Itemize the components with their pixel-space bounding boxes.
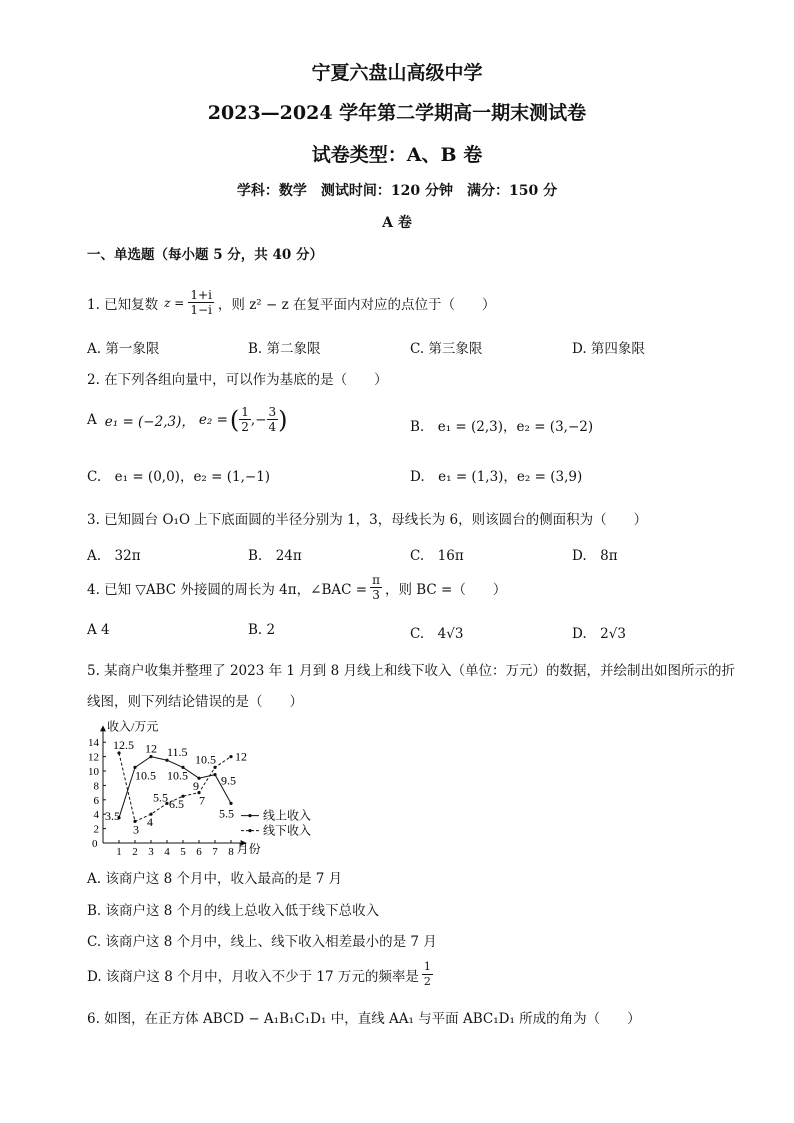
q5-d-fn: 1 (423, 960, 431, 973)
q4-option-a: A 4 (87, 622, 110, 638)
q1-option-d: D. 第四象限 (572, 341, 645, 357)
question-4 (87, 573, 506, 602)
question-6: 6. 如图，在正方体 ABCD − A₁B₁C₁D₁ 中，直线 AA₁ 与平面 ABC₁D₁ 所成的角为（ ） (87, 1011, 641, 1027)
data-label: 12.5 (113, 738, 134, 752)
q3-option-b: B. 24π (248, 548, 302, 564)
q2-a-e2: e₂ = (198, 411, 228, 428)
y-tick-label: 8 (93, 780, 99, 793)
data-label: 6.5 (169, 797, 184, 812)
data-label: 10.5 (167, 768, 188, 783)
legend-marker (248, 814, 251, 817)
q2-a-lparen: ( (229, 405, 240, 434)
y-tick-label: 2 (93, 823, 99, 836)
data-label: 12 (235, 749, 247, 764)
x-tick-label: 2 (132, 846, 138, 858)
q1-den: 1−i (190, 303, 212, 317)
y-axis-label: 收入/万元 (107, 719, 159, 734)
q1-option-c: C. 第三象限 (410, 341, 483, 357)
data-label: 3.5 (105, 808, 120, 823)
x-tick-label: 8 (228, 846, 234, 858)
question-5-line1: 5. 某商户收集并整理了 2023 年 1 月到 8 月线上和线下收入（单位：万元）的数据，并绘制出如图所示的折 (87, 663, 735, 679)
data-label: 11.5 (167, 745, 188, 760)
q1-prefix: 1. 已知复数 (87, 296, 159, 313)
q2-option-b: B. e₁ = (2,3)，e₂ = (3,−2) (410, 419, 594, 435)
income-line-chart (84, 713, 344, 861)
volume-label: A 卷 (382, 215, 412, 231)
legend-label: 线上收入 (263, 808, 312, 823)
q2-option-a (87, 405, 288, 434)
q5-option-a: A. 该商户这 8 个月中，收入最高的是 7 月 (87, 871, 343, 887)
question-5-line2: 线图，则下列结论错误的是（ ） (87, 694, 303, 710)
x-tick-label: 7 (212, 846, 218, 858)
q3-option-a: A. 32π (87, 548, 141, 564)
q4-fn: π (372, 573, 380, 587)
q2-option-d: D. e₁ = (1,3)，e₂ = (3,9) (410, 469, 583, 485)
x-axis-label: 月份 (236, 842, 261, 856)
data-point (229, 755, 232, 758)
q2-a-f1d: 2 (241, 420, 249, 434)
q2-a-comma: ,− (250, 411, 267, 428)
q4-option-c: C. 4√3 (410, 626, 464, 642)
question-1 (87, 288, 496, 317)
question-3: 3. 已知圆台 O₁O 上下底面圆的半径分别为 1，3，母线长为 6，则该圆台的侧面积为（ ） (87, 512, 648, 528)
origin-label: 0 (92, 838, 98, 850)
data-label: 5.5 (219, 806, 234, 821)
x-tick-label: 3 (148, 846, 154, 858)
q2-a-frac1 (239, 405, 251, 434)
q5-option-b: B. 该商户这 8 个月的线上总收入低于线下总收入 (87, 903, 380, 919)
q3-option-d: D. 8π (572, 548, 618, 564)
data-label: 5.5 (153, 790, 168, 805)
x-tick-label: 1 (116, 846, 122, 858)
data-label: 4 (147, 815, 153, 830)
paper-type: 试卷类型：A、B 卷 (311, 144, 483, 166)
q5-d-fraction (422, 960, 433, 989)
q2-a-frac2 (267, 405, 279, 434)
q1-num: 1+i (190, 288, 212, 302)
q1-option-b: B. 第二象限 (248, 341, 321, 357)
q1-fraction (188, 288, 214, 317)
data-label: 3 (133, 822, 139, 837)
x-tick-label: 5 (180, 846, 186, 858)
q5-d-fd: 2 (423, 975, 431, 988)
data-label: 7 (199, 793, 205, 808)
data-label: 10.5 (135, 768, 156, 783)
q2-a-f2d: 4 (268, 420, 277, 434)
q2-a-e1: e₁ = (−2,3)， (104, 413, 195, 430)
section-heading: 一、单选题（每小题 5 分，共 40 分） (87, 247, 323, 263)
data-label: 9 (193, 779, 199, 794)
question-2: 2. 在下列各组向量中，可以作为基底的是（ ） (87, 372, 388, 388)
q2-a-rparen: ) (278, 405, 288, 434)
exam-meta: 学科：数学 测试时间：120 分钟 满分：150 分 (236, 183, 558, 199)
legend-marker (248, 829, 251, 832)
q2-option-c: C. e₁ = (0,0)，e₂ = (1,−1) (87, 469, 271, 485)
x-tick-label: 4 (164, 846, 170, 858)
q2-a-f1n: 1 (241, 405, 249, 419)
q2-a-label: A (87, 411, 97, 428)
q5-option-c: C. 该商户这 8 个月中，线上、线下收入相差最小的是 7 月 (87, 934, 437, 950)
q1-suffix: ，则 z² − z 在复平面内对应的点位于（ ） (217, 296, 496, 313)
data-point (213, 773, 216, 776)
q3-option-c: C. 16π (410, 548, 464, 564)
q2-a-f2n: 3 (268, 405, 277, 419)
q5-d-text: D. 该商户这 8 个月中，月收入不少于 17 万元的频率是 (87, 968, 419, 985)
legend-label: 线下收入 (263, 823, 312, 838)
data-label: 10.5 (195, 752, 216, 767)
y-tick-label: 10 (88, 766, 99, 778)
x-tick-label: 6 (196, 846, 202, 858)
q4-option-d: D. 2√3 (572, 626, 626, 642)
y-axis-arrow (100, 725, 106, 731)
school-name: 宁夏六盘山高级中学 (311, 62, 483, 84)
data-label: 9.5 (221, 773, 236, 788)
y-tick-label: 12 (88, 751, 99, 764)
q4-suffix: ，则 BC =（ ） (384, 581, 507, 598)
y-tick-label: 6 (93, 794, 99, 807)
q4-option-b: B. 2 (248, 622, 276, 638)
q1-z-label: z = (164, 295, 185, 310)
data-point (229, 802, 232, 805)
q5-option-d (87, 960, 433, 989)
q4-fraction (370, 573, 382, 602)
y-tick-label: 14 (88, 737, 99, 750)
data-label: 12 (145, 741, 157, 756)
q4-fd: 3 (372, 588, 380, 602)
y-tick-label: 4 (93, 809, 99, 822)
q1-option-a: A. 第一象限 (87, 341, 160, 357)
exam-title: 2023—2024 学年第二学期高一期末测试卷 (207, 102, 587, 124)
q4-prefix: 4. 已知 ▽ABC 外接圆的周长为 4π，∠BAC = (87, 581, 368, 598)
